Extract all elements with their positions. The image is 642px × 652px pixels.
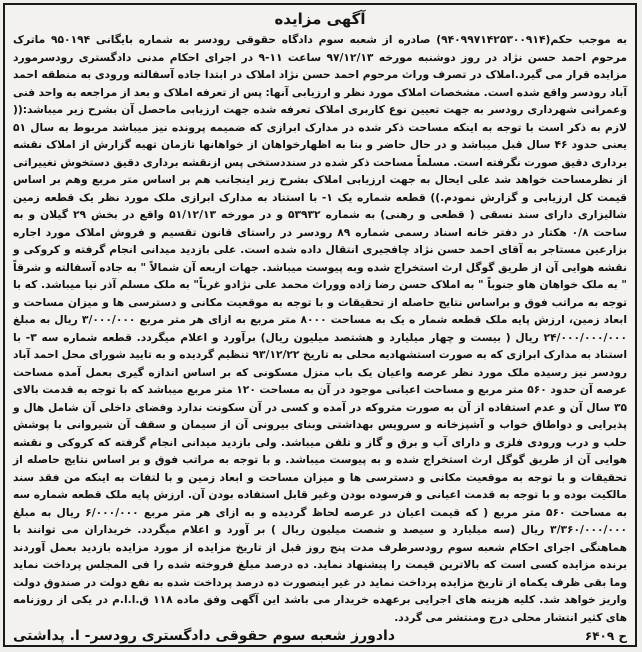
auction-notice xyxy=(3,3,637,647)
notice-body: به موجب حکم(۹۴۰۹۹۷۱۴۲۵۳۰۰۹۱۴) صادره از شعبه سوم دادگاه حقوقی رودسر به شماره بایگانی ۹۵۰۱۹۴ ماترک مرحوم احمد حسن نژاد در روز دوشنبه مورخه ۹۷/۱۲/۱۳ ساعت ۱۱-۹ در اجرای احکام مدنی دادگستری رودسرمورد مزایده قرار می گیرد.املاک در تصرف وراث مرحوم احمد حسن نژاد املاک در ابتدا جاده آسفالته ورودی به منطقه احمد آباد رودسر واقع شده است. مشخصات املاک مورد نظر و ارزیابی آنها: پس از تعرفه املاک و بعد از مراجعه به واحد فنی وعمرانی شهرداری رودسر به جهت تعیین نوع کاربری املاک تعرفه شده جهت ارزیابی ماحصل آن بشرح زیر میباشد:(( لازم به ذکر است با توجه به اینکه مساحت ذکر شده در مدارک ابرازی که ضمیمه پرونده نیز میباشد مربوط به سال ۵۱ یعنی حدود ۴۶ سال قبل میباشد و در حال حاضر و بنا به اظهارخواهان از خواهانها تازمان تهیه گزارش از املاک نقشه برداری دقیق صورت نگرفته است. مسلماً مساحت ذکر شده در سنددستخی پس ازنقشه برداری دقیق دستخوش تغییراتی از نظرمساحت خواهد شد علی ایحال به جهت ارزیابی املاک بشرح زیر اینجانب هم بر اساس متر مربع وهم بر اساس قیمت کل ارزیابی و گزارش نمودم.)) قطعه شماره یک ۱- با استناد به مدارک ابرازی ملک مورد نظر یک قطعه زمین شالیزاری دارای سند نسقی ( قطعی و رهنی) به شماره ۵۳۹۳۲ و در مورخه ۵۱/۱۲/۱۳ واقع در بخش ۲۹ گیلان و به ساحت ۰/۸ هکتار در دفتر خانه اسناد رسمی شماره ۸۹ رودسر در راستای قانون تقسیم و فروش املاک مورد اجاره بزارعین مستاجر به آقای احمد حسن نژاد چافجیری انتقال داده شده است. علی بازدید میدانی انجام گرفته و کروکی و نقشه هوایی آن از طریق گوگل ارث استخراج شده وبه پیوست میباشد. جهات اربعه آن شمالاً " به جاده آسفالته و شرقاً " به ملک خواهان هاو جنوباً " به املاک حسن رضا زاده ووراث محمد علی نژادو غرباً" به ملک مسلم آذر نیا میباشد. که با توجه به مراتب فوق و براساس نتایج حاصله از تحقیقات و با توجه به موقعیت مکانی و دسترسی ها و میزان مساحت و ابعاد زمین، ارزش پایه ملک قطعه شمار ه یک به مساحت ۸۰۰۰ متر مربع به ازای هر متر مربع ۳/۰۰۰/۰۰۰ ریال به مبلغ ۲۴/۰۰۰/۰۰۰/۰۰۰ ریال ( بیست و چهار میلیارد و هشتصد میلیون ریال) برآورد و اعلام میگردد. قطعه شماره سه ۳- با استناد به مدارک ابرازی که به صورت استشهادیه محلی به تاریخ ۹۳/۱۲/۲۲ تنظیم گردیده و به تایید شورای محل احمد آباد رودسر نیز رسیده ملک مورد نظر عرصه واعیان یک باب منزل مسکونی که بر اساس اندازه گیری بعمل آمده مساحت عرصه آن حدود ۵۶۰ متر مربع و مساحت اعیانی موجود در آن به مساحت ۱۲۰ متر مربع میباشد که با توجه به قدمت بالای ۳۵ سال آن و عدم استفاده از آن به صورت متروکه در آمده و کسی در آن سکونت ندارد وفضای داخلی آن شامل هال و پذیرایی و دواطاق خواب و آشپزخانه و سرویس بهداشتی وبنای بیرونی آن از سیمان و سقف آن شیروانی با پوشش حلب و درب ورودی فلزی و دارای آب و برق و گاز و تلفن میباشد. ولی بازدید میدانی انجام گرفته که کروکی و نقشه هوایی آن از طریق گوگل ارث استخراج شده و به پیوست میباشد. و با توجه به مراتب فوق و بر اساس نتایج حاصله از تحقیقات و با توجه به موقعیت مکانی و دسترسی ها و میزان مساحت و ابعاد زمین و با لتفات به اینکه من فقد سند مالکیت بوده و با توجه به قدمت اعیانی و فرسوده بودن وغیر قابل استفاده بودن آن. ارزش پایه ملک قطعه شماره سه به مساحت ۵۶۰ متر مربع ( که قیمت اعیان در عرصه لحاظ گردیده و به ازای هر متر مربع ۶/۰۰۰/۰۰۰ ریال به مبلغ ۳/۳۶۰/۰۰۰/۰۰۰ ریال (سه میلیارد و سیصد و شصت میلیون ریال ) بر آورد و اعلام میگردد. خریداران می توانند با هماهنگی اجرای احکام شعبه سوم رودسرطرف مدت پنج روز قبل از تاریخ مزایده از مورد مزایده بازدید بعمل آوردند برنده مزایده کسی است که بالاترین قیمت را پیشنهاد نماید. ده درصد مبلغ فروخته شده را فی المجلس پرداخت نماید وما بقی ظرف یکماه از تاریخ مزایده پرداخت نماید در غیر اینصورت ده درصد پرداخت شده به نفع دولت در صندوق دولت واریز خواهد شد. کلیه هزینه های اجرایی برعهده خریدار می باشد این آگهی وفق ماده ۱۱۸ ق.ا.ا.م در یکی از روزنامه های کثیر انتشار محلی درج ومنتشر می گردد. xyxy=(13,33,628,624)
notice-footer xyxy=(13,627,627,645)
signature-line: دادورز شعبه سوم حقوقی دادگستری رودسر- ا. پداشتی xyxy=(13,628,396,644)
reference-number: ح ۶۴۰۹ xyxy=(584,629,627,643)
notice-title: آگهی مزایده xyxy=(274,10,366,28)
